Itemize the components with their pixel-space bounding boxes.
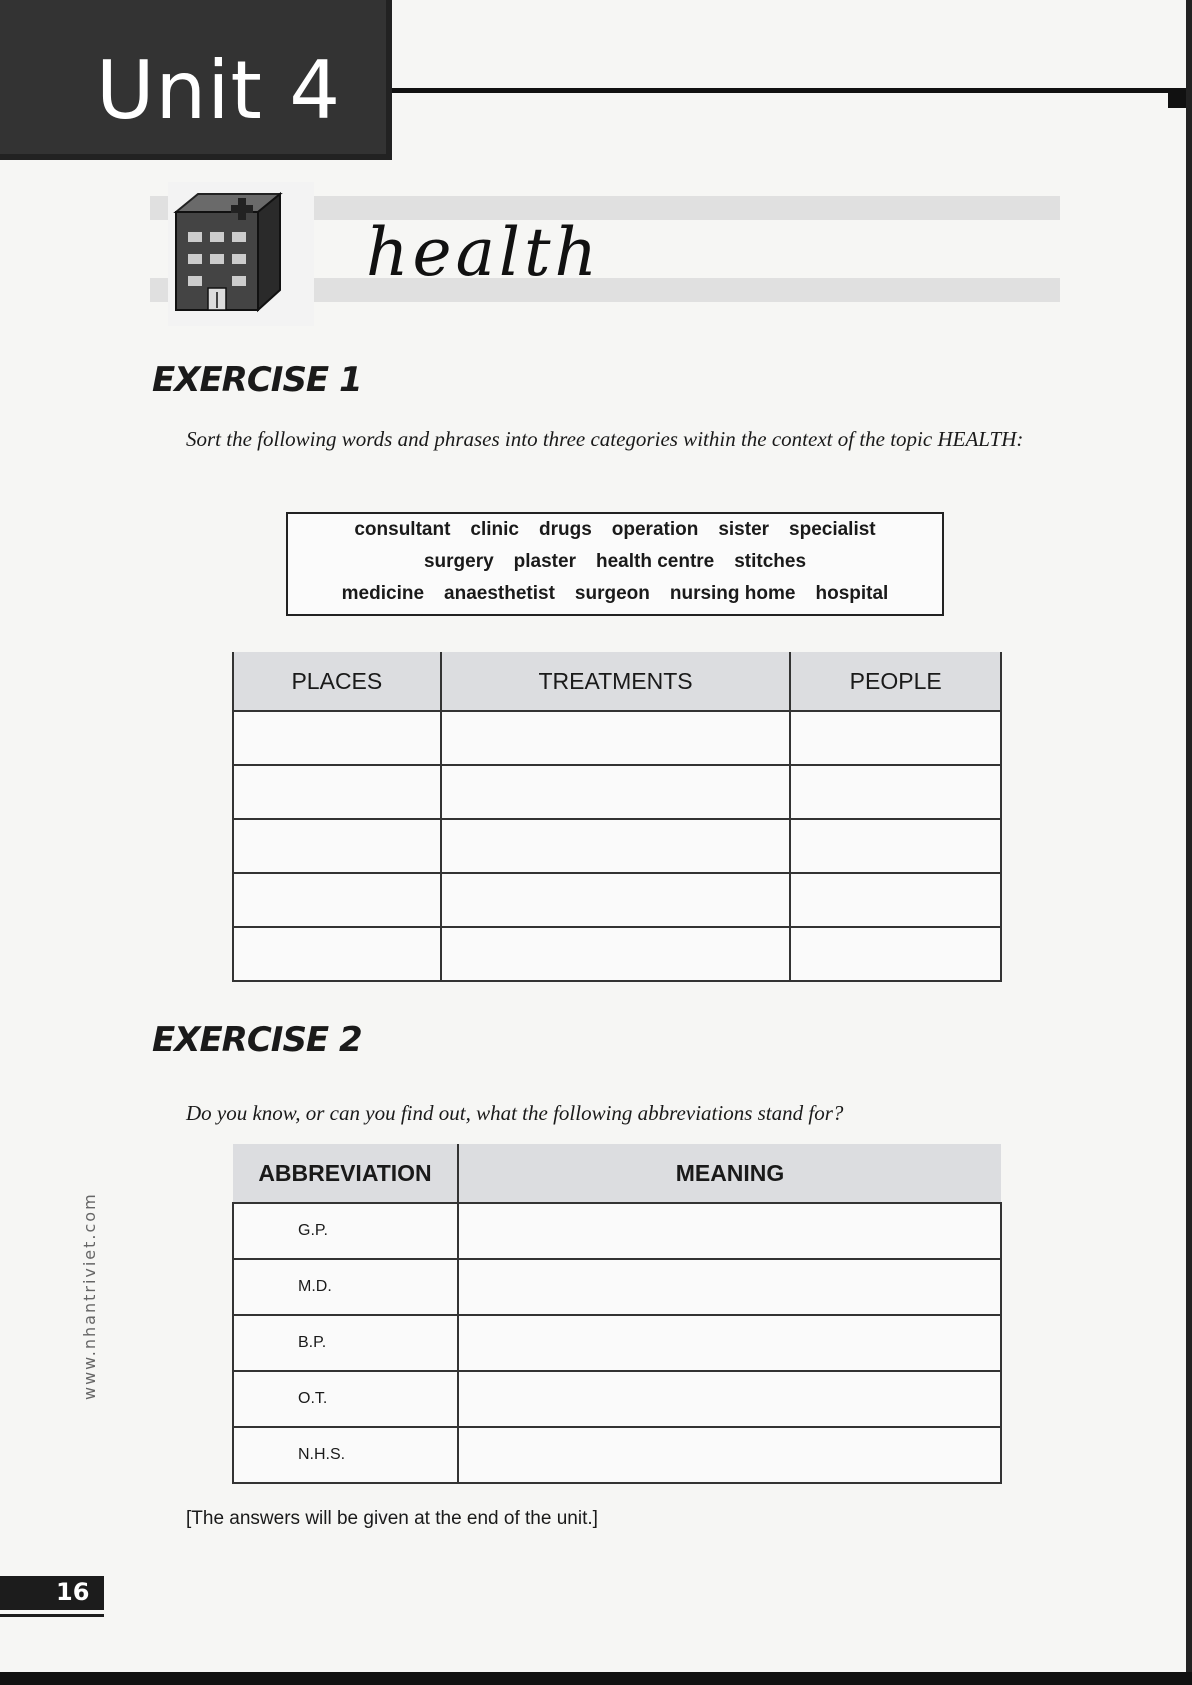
meaning-cell[interactable]: [458, 1371, 1001, 1427]
answer-cell[interactable]: [790, 927, 1001, 981]
word: consultant: [354, 519, 451, 540]
word: nursing home: [669, 583, 796, 604]
table-row: [233, 765, 1001, 819]
unit-title: Unit 4: [96, 44, 342, 137]
word-box: [286, 512, 944, 616]
answer-cell[interactable]: [790, 711, 1001, 765]
word: anaesthetist: [444, 583, 555, 604]
answer-cell[interactable]: [233, 927, 441, 981]
word: health centre: [595, 551, 715, 572]
word: medicine: [341, 583, 425, 604]
answer-cell[interactable]: [441, 819, 791, 873]
word: specialist: [789, 519, 876, 540]
answer-cell[interactable]: [790, 765, 1001, 819]
hospital-icon: [168, 182, 314, 326]
abbreviation-cell: M.D.: [233, 1259, 458, 1315]
word: surgeon: [574, 583, 650, 604]
word: clinic: [470, 519, 519, 540]
meaning-cell[interactable]: [458, 1427, 1001, 1483]
meaning-cell[interactable]: [458, 1259, 1001, 1315]
abbreviation-cell: B.P.: [233, 1315, 458, 1371]
column-header-treatments: TREATMENTS: [441, 652, 791, 711]
exercise2-heading: EXERCISE 2: [152, 1020, 362, 1060]
table-row: [233, 873, 1001, 927]
exercise2-instructions: Do you know, or can you find out, what the following abbreviations stand for?: [186, 1101, 844, 1125]
table-row: [233, 1427, 1001, 1483]
abbreviation-cell: O.T.: [233, 1371, 458, 1427]
exercise1-heading: EXERCISE 1: [152, 360, 362, 400]
page-number: 16: [56, 1578, 90, 1606]
answers-note: [The answers will be given at the end of the unit.]: [186, 1508, 598, 1529]
website-url: www.nhantriviet.com: [80, 1192, 99, 1400]
word: plaster: [513, 551, 576, 572]
answer-cell[interactable]: [790, 873, 1001, 927]
column-header-places: PLACES: [233, 652, 441, 711]
table-row: [233, 819, 1001, 873]
word: surgery: [423, 551, 494, 572]
page-edge-bottom: [0, 1672, 1192, 1685]
answer-cell[interactable]: [790, 819, 1001, 873]
answer-cell[interactable]: [233, 765, 441, 819]
word: drugs: [538, 519, 592, 540]
meaning-cell[interactable]: [458, 1203, 1001, 1259]
exercise1-instructions: Sort the following words and phrases into three categories within the context of the topic HEALTH:: [186, 427, 1024, 451]
answer-cell[interactable]: [441, 873, 791, 927]
word: stitches: [734, 551, 807, 572]
page-edge-right: [1186, 0, 1192, 1685]
answer-cell[interactable]: [233, 819, 441, 873]
header-rule: [392, 88, 1182, 93]
table-row: [233, 1259, 1001, 1315]
word-line: [288, 546, 942, 578]
table-row: [233, 1315, 1001, 1371]
answer-cell[interactable]: [441, 765, 791, 819]
meaning-cell[interactable]: [458, 1315, 1001, 1371]
answer-cell[interactable]: [233, 711, 441, 765]
abbreviation-cell: G.P.: [233, 1203, 458, 1259]
word: hospital: [815, 583, 889, 604]
answer-cell[interactable]: [441, 711, 791, 765]
abbreviation-cell: N.H.S.: [233, 1427, 458, 1483]
word-line: [288, 578, 942, 610]
answer-cell[interactable]: [441, 927, 791, 981]
table-row: [233, 1371, 1001, 1427]
word: sister: [718, 519, 770, 540]
word-line: [288, 514, 942, 546]
column-header-meaning: MEANING: [458, 1144, 1001, 1203]
answer-cell[interactable]: [233, 873, 441, 927]
word: operation: [611, 519, 699, 540]
table-row: [233, 711, 1001, 765]
topic-title: health: [366, 214, 602, 291]
column-header-people: PEOPLE: [790, 652, 1001, 711]
table-row: [233, 1203, 1001, 1259]
abbreviations-table: [232, 1144, 1002, 1484]
column-header-abbreviation: ABBREVIATION: [233, 1144, 458, 1203]
categories-table: [232, 652, 1002, 982]
page-number-rule: [0, 1614, 104, 1617]
table-row: [233, 927, 1001, 981]
